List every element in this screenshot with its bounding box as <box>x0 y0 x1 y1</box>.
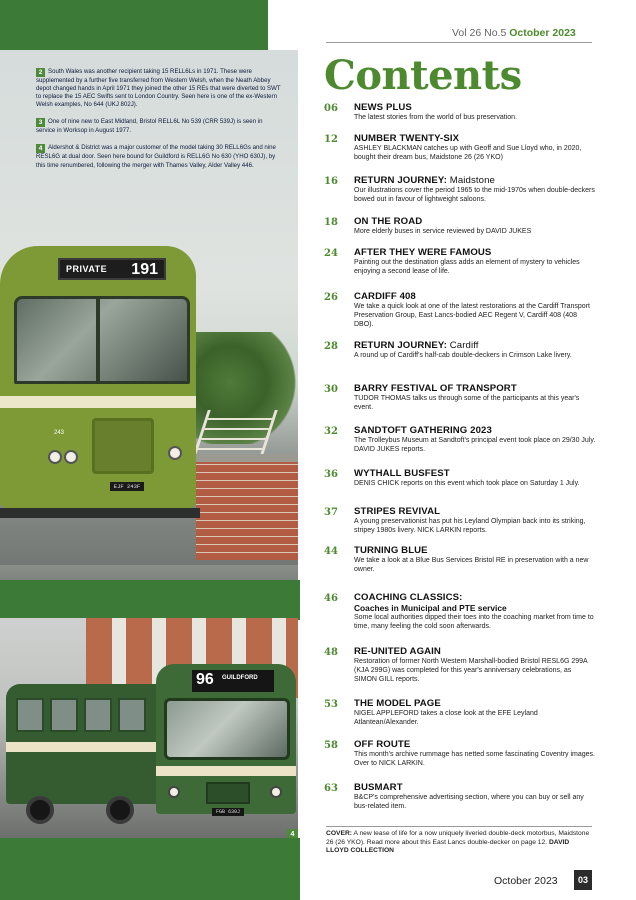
destination-blind <box>58 258 166 280</box>
toc-entry[interactable] <box>324 468 596 487</box>
toc-entry-body <box>354 102 596 121</box>
brick-wall <box>196 462 298 560</box>
toc-entry-body <box>354 291 596 328</box>
toc-title-text: BUSMART <box>354 782 403 793</box>
toc-entry-body <box>354 782 596 810</box>
destination-text: GUILDFORD <box>222 675 258 681</box>
windscreen <box>14 296 190 384</box>
page-title: Contents <box>324 52 522 99</box>
toc-page-number: 30 <box>324 384 338 395</box>
headlight-icon <box>64 450 78 464</box>
toc-entry[interactable] <box>324 340 596 359</box>
side-window <box>16 698 44 732</box>
issue-month: October 2023 <box>509 27 576 39</box>
toc-description: A young preservationist has put his Leyland Olympian back into its striking, stripey 1980s livery. NICK LARKIN reports. <box>354 518 586 534</box>
toc-page-number: 18 <box>324 217 338 228</box>
toc-title <box>354 506 596 517</box>
toc-title-text: NEWS PLUS <box>354 102 412 113</box>
toc-title-place: Maidstone <box>447 175 495 186</box>
toc-description: Some local authorities dipped their toes into the coaching market from time to time, many feeling the cold soon afterwards. <box>354 614 594 630</box>
toc-page-number: 36 <box>324 469 338 480</box>
toc-title <box>354 383 596 394</box>
toc-title-text: AFTER THEY WERE FAMOUS <box>354 247 492 258</box>
toc-title-place: Cardiff <box>447 340 479 351</box>
left-green-band-bottom <box>0 838 300 900</box>
headlight-icon <box>168 786 180 798</box>
photo-captions <box>36 68 281 179</box>
toc-page-number: 53 <box>324 699 338 710</box>
green-divider <box>0 580 300 620</box>
toc-description: NIGEL APPLEFORD takes a close look at the EFE Leyland Atlantean/Alexander. <box>354 710 538 726</box>
toc-entry-body <box>354 216 596 235</box>
toc-title <box>354 698 596 709</box>
caption-3 <box>36 118 281 135</box>
caption-text: South Wales was another recipient taking 15 RELL6Ls in 1971. These were supplemented by a further five transferred from Western Welsh, when the Neath Abbey depot changed hands in April 1971 they joined the other 15 REs that were diverted to SWT to replace the 15 AEC Swifts sent to London Country. Seen here is one of the ex-Western Welsh examples, No 644 (UKJ 802J). <box>36 68 281 109</box>
toc-page-number: 32 <box>324 426 338 437</box>
registration-plate: FGB 630J <box>212 808 244 816</box>
toc-entry[interactable] <box>324 133 596 161</box>
toc-title <box>354 545 596 556</box>
headlight-icon <box>270 786 282 798</box>
headlight-icon <box>48 450 62 464</box>
toc-entry[interactable] <box>324 646 596 683</box>
toc-entry[interactable] <box>324 592 596 630</box>
toc-page-number: 24 <box>324 248 338 259</box>
windscreen <box>164 698 290 760</box>
bus-photo-secondary <box>0 618 298 840</box>
toc-entry[interactable] <box>324 175 596 203</box>
toc-description: The latest stories from the world of bus preservation. <box>354 114 518 121</box>
toc-entry[interactable] <box>324 247 596 275</box>
caption-text: One of nine new to East Midland, Bristol RELL6L No 539 (CRR 539J) is seen in service in Worksop in August 1977. <box>36 118 263 135</box>
grille <box>206 782 250 804</box>
toc-title-text: SANDTOFT GATHERING 2023 <box>354 425 492 436</box>
toc-title <box>354 468 596 479</box>
toc-entry-body <box>354 383 596 411</box>
toc-entry[interactable] <box>324 545 596 573</box>
toc-title-text: RETURN JOURNEY: <box>354 175 448 186</box>
destination-blind <box>192 670 274 692</box>
ladder <box>192 410 278 458</box>
toc-title <box>354 133 596 144</box>
toc-title-text: TURNING BLUE <box>354 545 428 556</box>
toc-title <box>354 782 596 793</box>
bus-shadow <box>0 508 200 518</box>
photo-number-badge: 4 <box>287 829 298 840</box>
toc-description: Restoration of former North Western Marshall-bodied Bristol RESL6G 299A (KJA 299G) was completed for this year's anniversary celebrations, as SIMON GILL reports. <box>354 658 588 683</box>
footer-month: October 2023 <box>494 875 558 887</box>
toc-entry-body <box>354 592 596 630</box>
toc-title-text: RETURN JOURNEY: <box>354 340 448 351</box>
windscreen-pillar <box>96 298 100 382</box>
toc-title-text: CARDIFF 408 <box>354 291 416 302</box>
cover-note <box>326 830 592 856</box>
caption-4 <box>36 144 281 169</box>
toc-description: The Trolleybus Museum at Sandtoft's principal event took place on 29/30 July. DAVID JUKES reports. <box>354 437 596 453</box>
toc-entry[interactable] <box>324 739 596 767</box>
toc-entry-body <box>354 425 596 453</box>
destination-text: PRIVATE <box>66 264 108 274</box>
toc-entry[interactable] <box>324 291 596 328</box>
page-number: 03 <box>574 870 592 890</box>
toc-title <box>354 247 596 258</box>
cover-rule <box>326 826 592 827</box>
toc-title-text: RE-UNITED AGAIN <box>354 646 441 657</box>
toc-entry-body <box>354 340 596 359</box>
toc-page-number: 46 <box>324 593 338 604</box>
route-number: 191 <box>131 261 158 278</box>
toc-title-text: COACHING CLASSICS: <box>354 592 463 603</box>
toc-entry[interactable] <box>324 102 596 121</box>
toc-page-number: 63 <box>324 783 338 794</box>
toc-title-text: ON THE ROAD <box>354 216 423 227</box>
toc-description: B&CP's comprehensive advertising section, where you can buy or sell any bus-related item. <box>354 794 584 810</box>
toc-entry-body <box>354 646 596 683</box>
fleet-number: 243 <box>54 430 65 436</box>
toc-title <box>354 291 596 302</box>
toc-entry[interactable] <box>324 698 596 726</box>
toc-page-number: 16 <box>324 176 338 187</box>
toc-title <box>354 739 596 750</box>
green-bus-front <box>0 246 196 516</box>
toc-title <box>354 646 596 657</box>
toc-description: DENIS CHICK reports on this event which took place on Saturday 1 July. <box>354 480 580 487</box>
cream-stripe <box>0 396 196 408</box>
single-deck-bus <box>6 646 296 830</box>
cover-credit: DAVID LLOYD COLLECTION <box>326 838 570 855</box>
toc-entry[interactable] <box>324 383 596 411</box>
toc-entry-body <box>354 506 596 534</box>
header-rule <box>326 42 592 43</box>
toc-entry-body <box>354 739 596 767</box>
toc-entry-body <box>354 175 596 203</box>
cover-label: COVER: <box>326 830 353 837</box>
headlight-icon <box>168 446 182 460</box>
toc-entry[interactable] <box>324 425 596 453</box>
caption-number: 2 <box>36 68 45 77</box>
toc-title-text: BARRY FESTIVAL OF TRANSPORT <box>354 383 517 394</box>
toc-description: Our illustrations cover the period 1965 to the mid-1970s when double-deckers bowed out in favour of lightweight saloons. <box>354 187 595 203</box>
toc-title <box>354 175 596 186</box>
cover-text: A new lease of life for a now uniquely liveried double-deck motorbus, Maidstone 26 (26 YKO). Read more about this East Lancs double-decker on page 12. <box>326 830 590 846</box>
wheel-icon <box>106 796 134 824</box>
toc-title-text: STRIPES REVIVAL <box>354 506 441 517</box>
toc-entry[interactable] <box>324 506 596 534</box>
toc-title <box>354 425 596 436</box>
toc-title <box>354 340 596 351</box>
side-window <box>118 698 146 732</box>
wheel-icon <box>26 796 54 824</box>
toc-title-text: THE MODEL PAGE <box>354 698 441 709</box>
toc-title <box>354 216 596 227</box>
toc-entry-body <box>354 468 596 487</box>
toc-entry-body <box>354 133 596 161</box>
toc-page-number: 06 <box>324 103 338 114</box>
toc-page-number: 58 <box>324 740 338 751</box>
toc-description: A round up of Cardiff's half-cab double-deckers in Crimson Lake livery. <box>354 352 572 359</box>
caption-number: 4 <box>36 144 45 153</box>
toc-page-number: 48 <box>324 647 338 658</box>
toc-entry-body <box>354 545 596 573</box>
toc-title <box>354 592 596 603</box>
side-window <box>84 698 112 732</box>
toc-page-number: 12 <box>324 134 338 145</box>
toc-page-number: 28 <box>324 341 338 352</box>
caption-text: Aldershot & District was a major customer of the model taking 30 RELL6Gs and nine RESL6G at dual door. Seen here bound for Guildford is RELL6G No 630 (YHO 630J), by this time renumbered, following the merger with Thames Valley, Alder Valley 446. <box>36 144 276 169</box>
toc-entry-body <box>354 698 596 726</box>
toc-description: TUDOR THOMAS talks us through some of the participants at this year's event. <box>354 395 580 411</box>
toc-page-number: 44 <box>324 546 338 557</box>
toc-description: ASHLEY BLACKMAN catches up with Geoff and Sue Lloyd who, in 2020, bought their dream bus, Maidstone 26 (26 YKO) <box>354 145 582 161</box>
cream-stripe <box>6 742 166 752</box>
toc-title-text: NUMBER TWENTY-SIX <box>354 133 460 144</box>
toc-title-text: OFF ROUTE <box>354 739 411 750</box>
toc-description: More elderly buses in service reviewed by DAVID JUKES <box>354 228 532 235</box>
issue-info <box>452 27 576 39</box>
toc-page-number: 37 <box>324 507 338 518</box>
toc-page-number: 26 <box>324 292 338 303</box>
toc-description: This month's archive rummage has netted some fascinating Coventry images. Over to NICK LARKIN. <box>354 751 596 767</box>
toc-entry-body <box>354 247 596 275</box>
toc-description: Painting out the destination glass adds an element of mystery to vehicles enjoying a second lease of life. <box>354 259 580 275</box>
cream-stripe-front <box>156 766 296 776</box>
registration-plate: EJF 243F <box>110 482 144 491</box>
caption-number: 3 <box>36 118 45 127</box>
road <box>0 565 298 580</box>
radiator-grille <box>92 418 154 474</box>
toc-description: We take a quick look at one of the latest restorations at the Cardiff Transport Preservation Group, East Lancs-bodied AEC Regent V, Cardiff 408 (408 DBO). <box>354 303 590 328</box>
toc-entry[interactable] <box>324 782 596 810</box>
toc-entry[interactable] <box>324 216 596 235</box>
volume-issue: Vol 26 No.5 <box>452 27 507 39</box>
toc-title-text: WYTHALL BUSFEST <box>354 468 450 479</box>
side-window <box>50 698 78 732</box>
toc-subtitle: Coaches in Municipal and PTE service <box>354 603 507 613</box>
toc-description: We take a look at a Blue Bus Services Bristol RE in preservation with a new owner. <box>354 557 589 573</box>
route-number: 96 <box>196 671 214 688</box>
caption-2 <box>36 68 281 109</box>
toc-title <box>354 102 596 113</box>
